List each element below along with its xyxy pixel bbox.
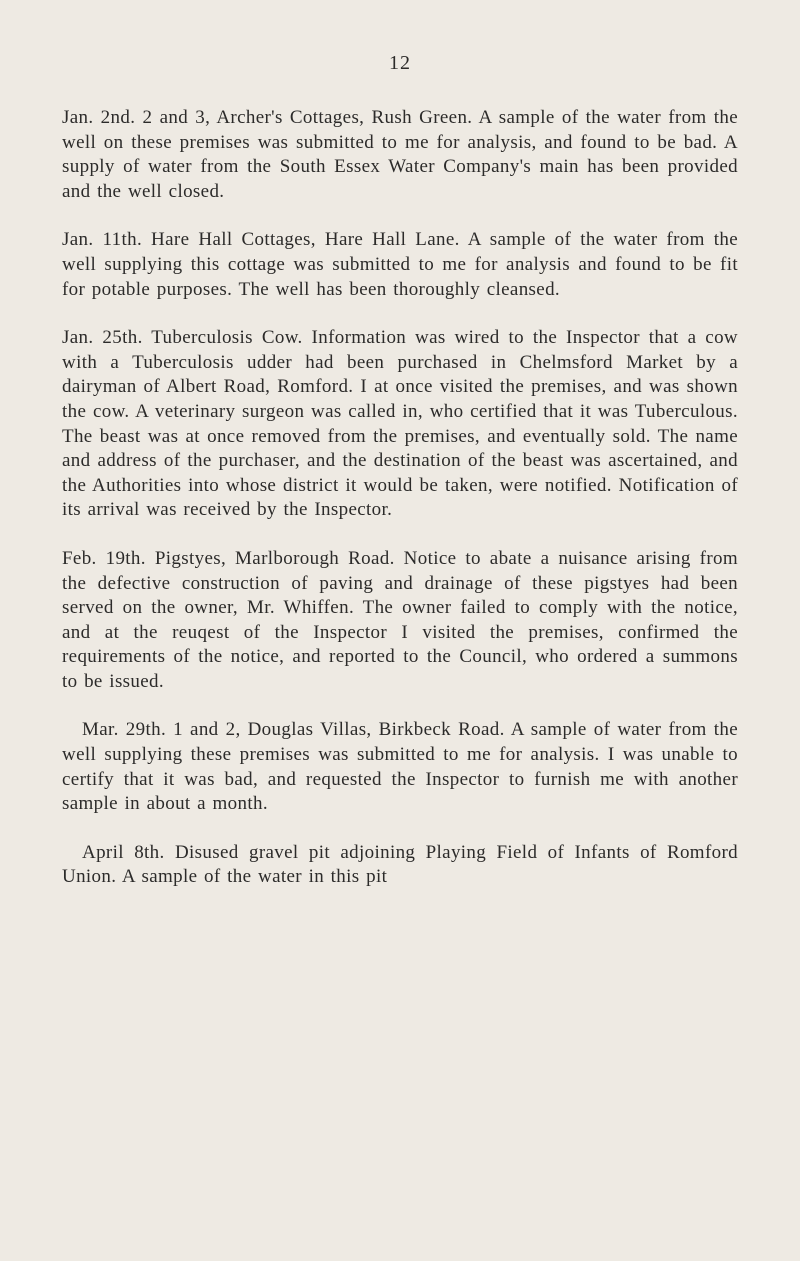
entry-feb-19th: Feb. 19th. Pigstyes, Marlborough Road. Notice to abate a nuisance arising from the defective construction of paving and drainage of these pigstyes had been served on the owner, Mr. Whiffen. The owner failed to comply with the notice, and at the reuqest of the Inspector I visited the premises, confirmed the requirements of the notice, and reported to the Council, who ordered a summons to be issued.	[62, 547, 738, 692]
entry-jan-11th: Jan. 11th. Hare Hall Cottages, Hare Hall Lane. A sample of the water from the well supplying this cottage was submitted to me for analysis and found to be fit for potable purposes. The well has been thoroughly cleansed.	[62, 229, 738, 300]
entry-jan-25th: Jan. 25th. Tuberculosis Cow. Information was wired to the Inspector that a cow with a Tuberculosis udder had been purchased in Chelmsford Market by a dairyman of Albert Road, Romford. I at once visited the premises, and was shown the cow. A veterinary surgeon was called in, who certified that it was Tuberculous. The beast was at once removed from the premises, and eventually sold. The name and address of the purchaser, and the destination of the beast was ascertained, and the Authorities into whose district it would be taken, were notified. Notification of its arrival was received by the Inspector.	[62, 327, 738, 521]
entry-jan-2nd: Jan. 2nd. 2 and 3, Archer's Cottages, Rush Green. A sample of the water from the well on these premises was submitted to me for analysis, and found to be bad. A supply of water from the South Essex Water Company's main has been provided and the well closed.	[62, 107, 738, 202]
report-body	[62, 106, 738, 914]
page-number: 12	[389, 52, 411, 74]
entry-april-8th: April 8th. Disused gravel pit adjoining Playing Field of Infants of Romford Union. A sample of the water in this pit	[62, 841, 738, 888]
entry-mar-29th: Mar. 29th. 1 and 2, Douglas Villas, Birkbeck Road. A sample of water from the well supplying these premises was submitted to me for analysis. I was unable to certify that it was bad, and requested the Inspector to furnish me with another sample in about a month.	[62, 719, 738, 815]
